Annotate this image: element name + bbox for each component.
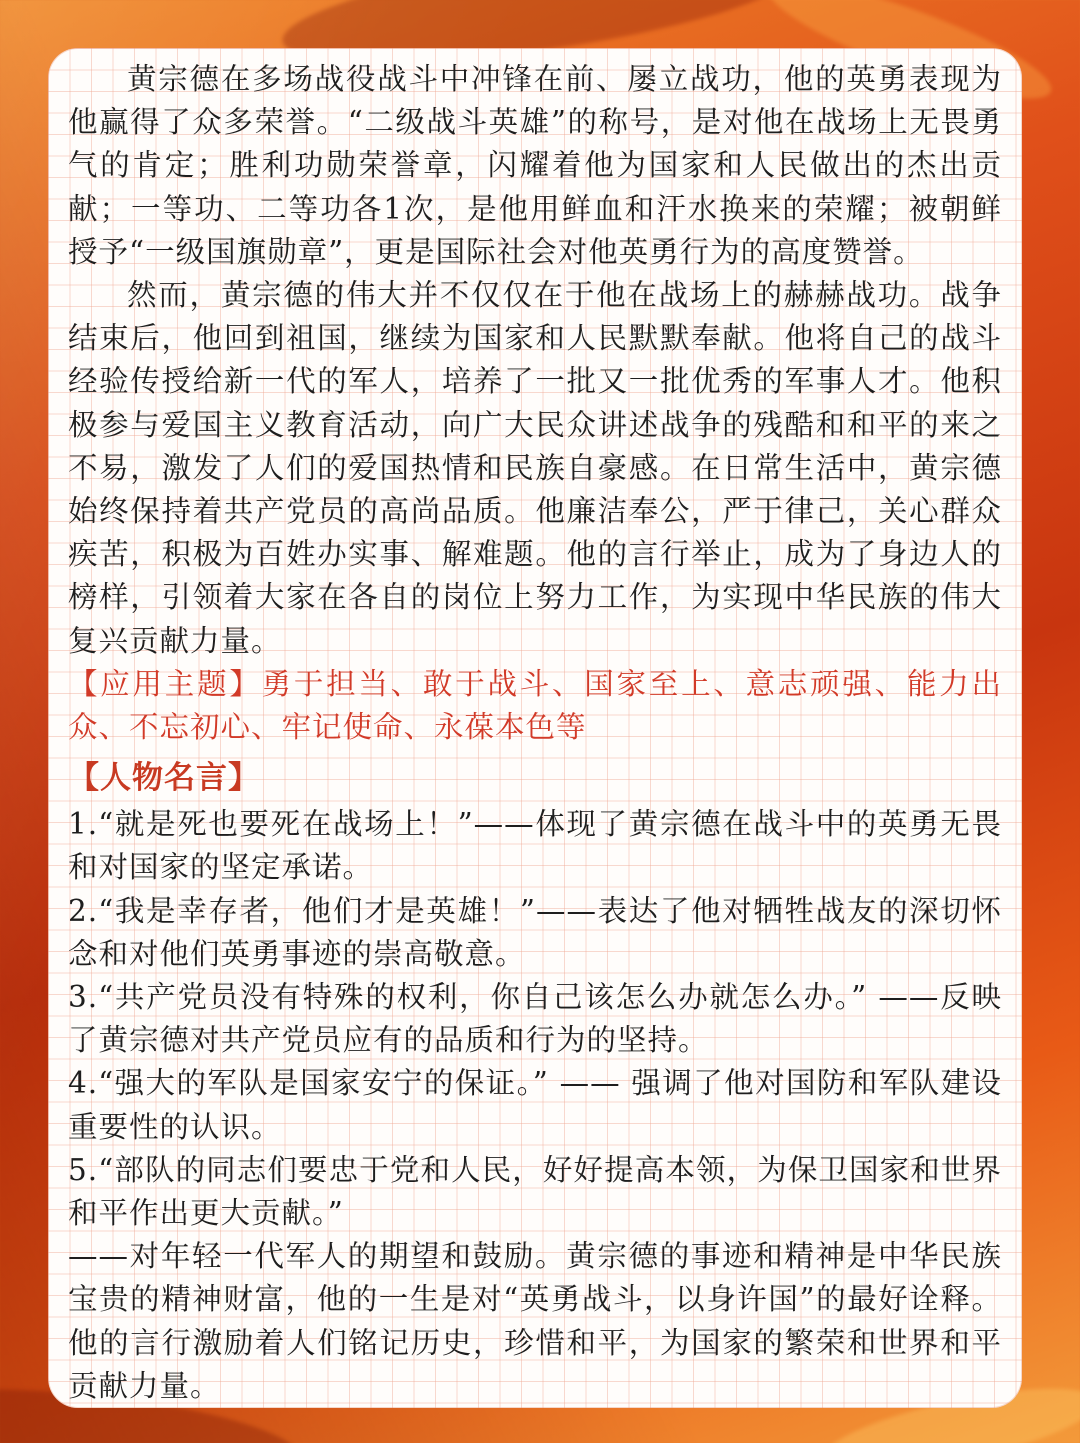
quote-item-1: 1.“就是死也要死在战场上！”——体现了黄宗德在战斗中的英勇无畏和对国家的坚定承诺。 (68, 807, 1002, 885)
quotes-heading: 【人物名言】 (68, 760, 260, 797)
paragraph-honors: 黄宗德在多场战役战斗中冲锋在前、屡立战功，他的英勇表现为他赢得了众多荣誉。“二级战斗英雄”的称号，是对他在战场上无畏勇气的肯定；胜利功勋荣誉章，闪耀着他为国家和人民做出的杰出贡献；一等功、二等功各1次，是他用鲜血和汗水换来的荣耀；被朝鲜授予“一级国旗勋章”，更是国际社会对他英勇行为的高度赞誉。 (68, 62, 1002, 269)
application-themes: 【应用主题】勇于担当、敢于战斗、国家至上、意志顽强、能力出众、不忘初心、牢记使命、永葆本色等 (68, 666, 1002, 745)
paragraph-postwar: 然而，黄宗德的伟大并不仅仅在于他在战场上的赫赫战功。战争结束后，他回到祖国，继续为国家和人民默默奉献。他将自己的战斗经验传授给新一代的军人，培养了一批又一批优秀的军事人才。他积极参与爱国主义教育活动，向广大民众讲述战争的残酷和和平的来之不易，激发了人们的爱国热情和民族自豪感。在日常生活中，黄宗德始终保持着共产党员的高尚品质。他廉洁奉公，严于律己，关心群众疾苦，积极为百姓办实事、解难题。他的言行举止，成为了身边人的榜样，引领着大家在各自的岗位上努力工作，为实现中华民族的伟大复兴贡献力量。 (68, 278, 1002, 658)
closing-paragraph: ——对年轻一代军人的期望和鼓励。黄宗德的事迹和精神是中华民族宝贵的精神财富，他的一生是对“英勇战斗，以身许国”的最好诠释。他的言行激励着人们铭记历史，珍惜和平，为国家的繁荣和世界和平贡献力量。 (68, 1239, 1002, 1403)
quote-item-4: 4.“强大的军队是国家安宁的保证。” —— 强调了他对国防和军队建设重要性的认识。 (68, 1066, 1002, 1144)
quote-item-5: 5.“部队的同志们要忠于党和人民，好好提高本领，为保卫国家和世界和平作出更大贡献。” (68, 1152, 1002, 1231)
quote-item-2: 2.“我是幸存者，他们才是英雄！”——表达了他对牺牲战友的深切怀念和对他们英勇事迹的崇高敬意。 (68, 893, 1002, 971)
grid-paper-card (48, 48, 1022, 1408)
quote-item-3: 3.“共产党员没有特殊的权利，你自己该怎么办就怎么办。” ——反映了黄宗德对共产党员应有的品质和行为的坚持。 (68, 980, 1002, 1058)
